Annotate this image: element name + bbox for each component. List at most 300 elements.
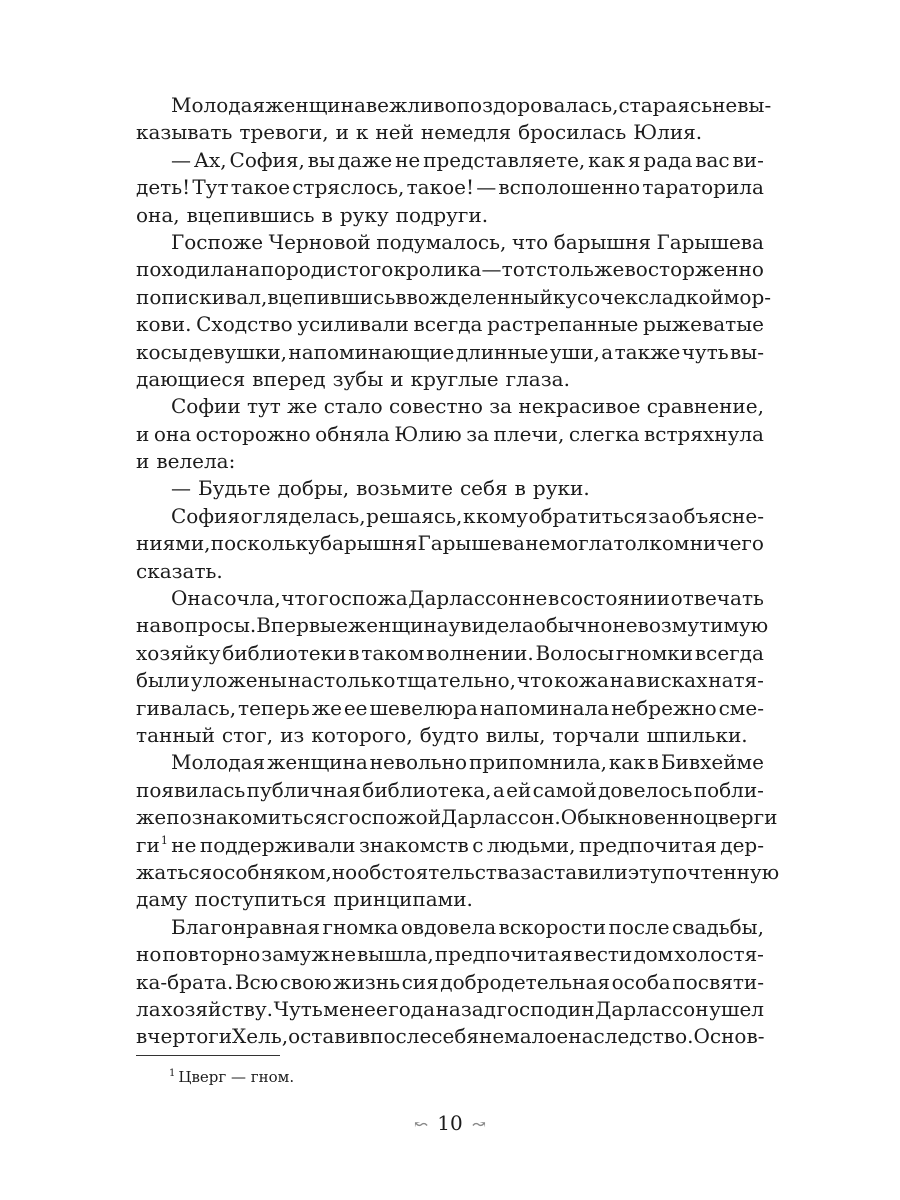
- text-line: [136, 1023, 764, 1050]
- word: обратиться: [528, 503, 648, 528]
- word: вцепившись: [267, 284, 396, 309]
- word: растрепанные: [487, 312, 639, 337]
- word: жаться: [136, 859, 213, 884]
- text-line: [136, 695, 764, 722]
- word: что: [511, 229, 549, 254]
- word: в: [647, 750, 659, 775]
- word: шевелюра: [369, 695, 478, 720]
- word: сладкой: [637, 284, 724, 309]
- word: заставили: [520, 859, 628, 884]
- word: Ах,: [193, 147, 227, 172]
- word: гномки: [615, 640, 694, 665]
- word: обняла: [315, 421, 390, 446]
- word: в: [547, 586, 560, 611]
- word: и: [390, 366, 404, 391]
- word: на: [136, 613, 162, 638]
- word: с: [326, 805, 339, 830]
- word: уши,: [549, 339, 600, 364]
- footnote-number: 1: [169, 1068, 176, 1079]
- word: с: [472, 832, 484, 857]
- word: женщина: [265, 93, 366, 117]
- word: вилы,: [485, 722, 546, 747]
- word: после: [608, 914, 670, 939]
- word: вперед: [252, 366, 326, 391]
- word: мор-: [723, 284, 772, 309]
- word: сказать.: [136, 558, 223, 583]
- word: представляете,: [423, 147, 586, 172]
- word: Бивхейме: [660, 750, 764, 775]
- text-line: [136, 859, 780, 886]
- word: овдовела: [400, 914, 497, 939]
- footnote-reference[interactable]: 1: [160, 833, 168, 847]
- word: холостя-: [674, 942, 764, 967]
- word: возьмите: [356, 476, 453, 501]
- text-line: [136, 585, 764, 612]
- word: девушки,: [189, 339, 288, 364]
- word: стараясь: [618, 93, 713, 117]
- word: Гарышева: [656, 229, 764, 254]
- word: дающиеся: [136, 366, 246, 391]
- word: публичная: [246, 777, 361, 802]
- word: таком: [361, 640, 425, 665]
- text-line: [136, 722, 764, 749]
- word: встряхнула: [644, 421, 764, 446]
- word: зубы: [332, 366, 384, 391]
- word: в: [136, 1024, 148, 1049]
- word: не: [330, 942, 357, 967]
- word: а: [601, 339, 614, 364]
- word: вскорости: [498, 914, 607, 939]
- word: немалое: [479, 1024, 569, 1049]
- word: ги: [136, 832, 160, 857]
- word: были: [136, 668, 190, 693]
- word: чертоги: [147, 1024, 233, 1049]
- word: Молодая: [171, 750, 266, 775]
- text-line: [136, 339, 764, 366]
- word: напоминала: [479, 695, 610, 720]
- word: небрежно: [611, 695, 717, 720]
- word: она,: [136, 202, 180, 227]
- word: натя-: [708, 668, 764, 693]
- word: глаза.: [505, 366, 570, 391]
- word: объясне-: [671, 503, 764, 528]
- word: стог,: [221, 722, 274, 747]
- text-line: [136, 311, 764, 338]
- word: плечи,: [493, 421, 565, 446]
- word: ла: [136, 996, 161, 1021]
- word: подумалось,: [376, 229, 507, 254]
- text-line: [136, 749, 764, 776]
- word: Хель,: [232, 1024, 289, 1049]
- word: Госпоже: [171, 229, 264, 254]
- word: подруги.: [395, 202, 489, 227]
- word: как: [588, 147, 626, 172]
- word: танный: [136, 722, 215, 747]
- word: ви-: [732, 147, 764, 172]
- word: —: [171, 476, 191, 501]
- word: Будьте: [198, 476, 271, 501]
- word: такое: [230, 175, 291, 200]
- word: всегда: [413, 312, 483, 337]
- word: барышня: [553, 229, 651, 254]
- word: наследство.: [568, 1024, 694, 1049]
- text-line: [136, 256, 764, 283]
- word: дом: [633, 942, 674, 967]
- word: Дарлассон.: [441, 805, 561, 830]
- word: же: [594, 257, 625, 282]
- text-line: [136, 174, 764, 201]
- word: в: [514, 476, 526, 501]
- word: осторожно: [195, 421, 311, 446]
- word: даму: [136, 887, 188, 912]
- word: хозяйку: [136, 640, 221, 665]
- text-line: [136, 530, 764, 557]
- word: себя: [431, 1024, 479, 1049]
- text-line: [136, 503, 764, 530]
- word: библиотеки: [222, 640, 347, 665]
- text-line: [136, 366, 764, 393]
- word: года: [388, 996, 436, 1021]
- text-line: [136, 996, 764, 1023]
- word: тщательно,: [396, 668, 517, 693]
- word: не: [171, 832, 197, 857]
- word: руку: [339, 202, 389, 227]
- word: —: [476, 175, 497, 200]
- word: длинные: [455, 339, 549, 364]
- word: вы-: [737, 93, 772, 117]
- word: что: [281, 586, 318, 611]
- word: а: [492, 777, 505, 802]
- word: вы-: [730, 339, 764, 364]
- word: ей: [506, 777, 532, 802]
- word: волнении.: [426, 640, 534, 665]
- word: людьми,: [486, 832, 576, 857]
- word: теперь: [238, 695, 310, 720]
- word: Юлию: [394, 421, 462, 446]
- word: некрасивое: [518, 394, 641, 419]
- word: Обыкновенно: [560, 805, 705, 830]
- word: свою: [279, 969, 332, 994]
- word: предпочитая: [578, 832, 717, 857]
- text-line: [136, 777, 764, 804]
- word: тот: [501, 257, 536, 282]
- word: София: [171, 503, 240, 528]
- word: и: [136, 421, 150, 446]
- word: чуть: [681, 339, 729, 364]
- word: сия: [401, 969, 439, 994]
- text-line: [136, 393, 764, 420]
- word: поступиться: [194, 887, 327, 912]
- word: походила: [136, 257, 235, 282]
- left-ornament-icon: ↜: [414, 1115, 429, 1135]
- word: к: [462, 503, 476, 528]
- word: совестно: [388, 394, 483, 419]
- word: всегда: [694, 640, 764, 665]
- word: добры,: [277, 476, 350, 501]
- word: будто: [419, 722, 479, 747]
- word: не: [395, 147, 421, 172]
- word: и: [335, 120, 349, 145]
- word: косы: [136, 339, 188, 364]
- word: отвечать: [670, 586, 764, 611]
- word: гивалась,: [136, 695, 237, 720]
- word: женщина: [267, 750, 368, 775]
- word: но: [331, 859, 358, 884]
- word: даже: [337, 147, 393, 172]
- word: особа: [611, 969, 671, 994]
- word: Софии: [171, 394, 241, 419]
- word: хозяйству.: [161, 996, 274, 1021]
- word: господин: [496, 996, 595, 1021]
- word: Она: [171, 586, 213, 611]
- text-line: [136, 448, 764, 475]
- word: я: [627, 147, 641, 172]
- word: круглые: [410, 366, 499, 391]
- word: рыжеватые: [643, 312, 764, 337]
- text-line: [136, 886, 764, 913]
- word: торчали: [552, 722, 640, 747]
- text-line: [136, 804, 778, 831]
- word: посвяти-: [672, 969, 764, 994]
- word: гномка: [322, 914, 399, 939]
- text-line: [136, 612, 769, 639]
- word: добродетельная: [440, 969, 611, 994]
- text-line: [136, 229, 764, 256]
- word: женщина: [347, 613, 449, 638]
- word: госпожа: [318, 586, 408, 611]
- text-line: [136, 969, 764, 996]
- word: кролика: [393, 257, 482, 282]
- word: назад: [435, 996, 496, 1021]
- word: кому: [476, 503, 528, 528]
- word: после: [370, 1024, 432, 1049]
- word: дер-: [720, 832, 764, 857]
- word: на: [609, 668, 636, 693]
- word: которого,: [311, 722, 413, 747]
- word: припомнила,: [468, 750, 607, 775]
- word: не: [522, 586, 548, 611]
- word: поддерживали: [199, 832, 356, 857]
- page-number: 10: [437, 1111, 463, 1135]
- word: Впервые: [256, 613, 348, 638]
- word: руки.: [532, 476, 590, 501]
- word: замуж: [261, 942, 330, 967]
- text-line: [136, 558, 764, 585]
- word: барышня: [319, 531, 418, 556]
- word: велела:: [156, 449, 236, 474]
- word: Всю: [234, 969, 279, 994]
- word: попискивал,: [136, 284, 268, 309]
- word: всполошенно: [498, 175, 641, 200]
- word: вести: [573, 942, 633, 967]
- text-line: [136, 475, 764, 502]
- word: деть!: [136, 175, 191, 200]
- word: ка-брата.: [136, 969, 234, 994]
- word: огляделась,: [240, 503, 366, 528]
- word: сочла,: [213, 586, 281, 611]
- text-line: [136, 640, 764, 667]
- page-footer: [0, 1109, 900, 1139]
- word: познакомиться: [166, 805, 327, 830]
- word: за: [489, 394, 513, 419]
- word: же: [311, 695, 342, 720]
- word: Юлия.: [633, 120, 703, 145]
- right-ornament-icon: ↝: [471, 1115, 486, 1135]
- body-text: [136, 92, 780, 1051]
- word: в: [348, 640, 360, 665]
- word: ничего: [689, 531, 764, 556]
- word: не: [712, 93, 738, 117]
- word: вышла,: [357, 942, 434, 967]
- word: побли-: [693, 777, 764, 802]
- word: поскольку: [210, 531, 320, 556]
- text-line: [136, 832, 764, 859]
- word: знакомств: [358, 832, 469, 857]
- word: бросилась: [518, 120, 627, 145]
- word: обстоятельства: [357, 859, 521, 884]
- word: кусочек: [552, 284, 638, 309]
- word: она: [153, 421, 192, 446]
- word: на: [235, 257, 261, 282]
- word: немедля: [420, 120, 512, 145]
- word: висках: [635, 668, 708, 693]
- text-line: [136, 284, 772, 311]
- word: Тут: [192, 175, 229, 200]
- word: Молодая: [171, 93, 266, 117]
- word: в: [395, 284, 407, 309]
- word: Дарлассон: [408, 586, 522, 611]
- word: столь: [536, 257, 594, 282]
- word: также: [614, 339, 681, 364]
- word: тревоги,: [239, 120, 329, 145]
- text-line: [136, 421, 764, 448]
- word: вы: [307, 147, 335, 172]
- word: жизнь: [333, 969, 401, 994]
- word: появилась: [136, 777, 246, 802]
- word: менее: [323, 996, 388, 1021]
- word: тут: [246, 394, 281, 419]
- word: ее: [343, 695, 368, 720]
- word: невольно: [369, 750, 468, 775]
- word: рада: [643, 147, 693, 172]
- footnote-separator: [136, 1055, 280, 1056]
- word: настолько: [287, 668, 396, 693]
- word: вопросы.: [161, 613, 257, 638]
- word: госпожой: [338, 805, 442, 830]
- word: сравнение,: [646, 394, 764, 419]
- text-line: [136, 941, 764, 968]
- text-line: [136, 147, 764, 174]
- text-line: [136, 667, 764, 694]
- word: обычно: [533, 613, 613, 638]
- word: кожа: [554, 668, 609, 693]
- word: как: [608, 750, 646, 775]
- word: Сходство: [196, 312, 293, 337]
- word: ней: [375, 120, 414, 145]
- word: напоминающие: [288, 339, 455, 364]
- word: свадьбы,: [672, 914, 764, 939]
- word: решаясь,: [366, 503, 463, 528]
- word: слегка: [568, 421, 640, 446]
- word: восторженно: [624, 257, 764, 282]
- word: но: [136, 942, 162, 967]
- word: Основ-: [693, 1024, 765, 1049]
- word: вцепившись: [186, 202, 315, 227]
- word: библиотека,: [362, 777, 492, 802]
- word: вежливо: [365, 93, 457, 117]
- word: такое!: [406, 175, 474, 200]
- word: ушел: [709, 996, 764, 1021]
- word: себя: [459, 476, 508, 501]
- word: шпильки.: [646, 722, 748, 747]
- word: и: [136, 449, 150, 474]
- word: казывать: [136, 120, 233, 145]
- word: —: [171, 147, 191, 172]
- word: самой: [532, 777, 597, 802]
- footnote-text: Цверг — гном.: [178, 1068, 295, 1086]
- word: стряслось,: [292, 175, 405, 200]
- word: тараторила: [642, 175, 764, 200]
- word: усиливали: [297, 312, 409, 337]
- text-line: [136, 202, 764, 229]
- word: же: [287, 394, 318, 419]
- word: довелось: [598, 777, 693, 802]
- word: толком: [613, 531, 690, 556]
- word: за: [648, 503, 671, 528]
- word: Дарлассон: [595, 996, 709, 1021]
- word: сме-: [718, 695, 764, 720]
- word: невозмутимую: [612, 613, 769, 638]
- word: Чуть: [273, 996, 323, 1021]
- word: уложены: [190, 668, 287, 693]
- word: вожделенный: [406, 284, 553, 309]
- word: не: [525, 531, 551, 556]
- word: повторно: [162, 942, 261, 967]
- word: Волосы: [535, 640, 615, 665]
- word: особняком,: [212, 859, 332, 884]
- word: за: [466, 421, 490, 446]
- text-line: [136, 914, 764, 941]
- word: состоянии: [559, 586, 670, 611]
- word: предпочитая: [434, 942, 573, 967]
- text-line: [136, 92, 772, 119]
- word: София,: [229, 147, 305, 172]
- word: поздоровалась,: [456, 93, 619, 117]
- word: могла: [550, 531, 614, 556]
- word: из: [280, 722, 305, 747]
- word: что: [516, 668, 554, 693]
- word: Благонравная: [171, 914, 321, 939]
- word: Черновой: [268, 229, 371, 254]
- text-line: [136, 119, 764, 146]
- word: в: [321, 202, 333, 227]
- word: же: [136, 805, 167, 830]
- word: увидела: [448, 613, 534, 638]
- footnote: [169, 1064, 294, 1087]
- word: принципами.: [333, 887, 473, 912]
- word: кови.: [136, 312, 192, 337]
- word: оставив: [288, 1024, 371, 1049]
- word: вас: [695, 147, 730, 172]
- word: ниями,: [136, 531, 211, 556]
- word: эту: [627, 859, 662, 884]
- word: цверги: [704, 805, 778, 830]
- word-with-footnote: [136, 832, 168, 859]
- word: Гарышева: [417, 531, 525, 556]
- word: —: [481, 257, 502, 282]
- word: породистого: [260, 257, 394, 282]
- word: стало: [323, 394, 383, 419]
